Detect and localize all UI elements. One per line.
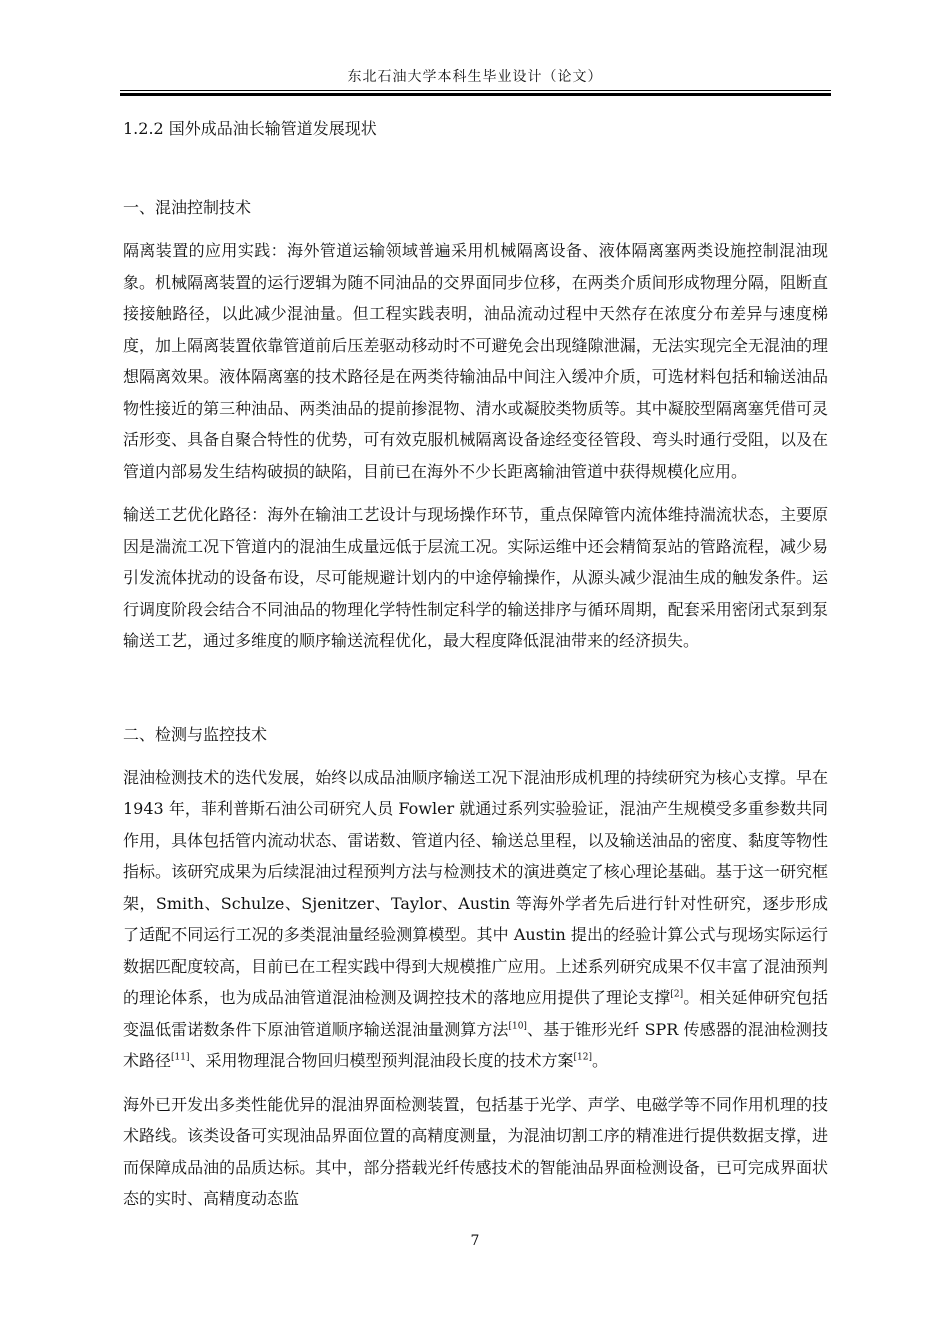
spacer (123, 224, 828, 235)
text-segment: 混油检测技术的迭代发展，始终以成品油顺序输送工况下混油形成机理的持续研究为核心支撑。早在 1943 年，菲利普斯石油公司研究人员 Fowler 就通过系列实验验证，混油产生规模受多重参数共同作用，具体包括管内流动状态、雷诺数、管道内径、输送总里程，以及输送油品的密度、黏度等物性指标。该研究成果为后续混油过程预判方法与检测技术的演进奠定了核心理论基础。基于这一研究框架，Smith、Schulze、Sjenitzer、Taylor、Austin 等海外学者先后进行针对性研究，逐步形成了适配不同运行工况的多类混油量经验测算模型。其中 Austin 提出的经验计算公式与现场实际运行数据匹配度较高，目前已在工程实践中得到大规模推广应用。上述系列研究成果不仅丰富了混油预判的理论体系，也为成品油管道混油检测及调控技术的落地应用提供了理论支撑 (123, 767, 828, 1007)
heading-detection-monitoring: 二、检测与监控技术 (123, 724, 268, 744)
citation-2: [2] (670, 989, 684, 1000)
spacer (123, 1077, 828, 1089)
citation-10: [10] (508, 1021, 527, 1032)
spacer (123, 145, 828, 192)
paragraph-isolation-devices: 隔离装置的应用实践：海外管道运输领域普遍采用机械隔离设备、液体隔离塞两类设施控制混油现象。机械隔离装置的运行逻辑为随不同油品的交界面同步位移，在两类介质间形成物理分隔，阻断直接接触路径，以此减少混油量。但工程实践表明，油品流动过程中天然存在浓度分布差异与速度梯度，加上隔离装置依靠管道前后压差驱动移动时不可避免会出现缝隙泄漏，无法实现完全无混油的理想隔离效果。液体隔离塞的技术路径是在两类待输油品中间注入缓冲介质，可选材料包括和输送油品物性接近的第三种油品、两类油品的提前掺混物、清水或凝胶类物质等。其中凝胶型隔离塞凭借可灵活形变、具备自聚合特性的优势，可有效克服机械隔离设备途经变径管段、弯头时通行受阻，以及在管道内部易发生结构破损的缺陷，目前已在海外不少长距离输油管道中获得规模化应用。 (123, 241, 828, 481)
citation-11: [11] (171, 1052, 190, 1063)
page-body (123, 113, 828, 1215)
paragraph-process-optimization: 输送工艺优化路径：海外在输油工艺设计与现场操作环节，重点保障管内流体维持湍流状态，主要原因是湍流工况下管道内的混油生成量远低于层流工况。实际运维中还会精简泵站的管路流程，减少易引发流体扰动的设备布设，尽可能规避计划内的中途停输操作，从源头减少混油生成的触发条件。运行调度阶段会结合不同油品的物理化学特性制定科学的输送排序与循环周期，配套采用密闭式泵到泵输送工艺，通过多维度的顺序输送流程优化，最大程度降低混油带来的经济损失。 (123, 505, 828, 650)
section-title: 1.2.2 国外成品油长输管道发展现状 (123, 119, 377, 138)
header-rule-thin (120, 90, 831, 91)
paragraph-interface-devices: 海外已开发出多类性能优异的混油界面检测装置，包括基于光学、声学、电磁学等不同作用机理的技术路线。该类设备可实现油品界面位置的高精度测量，为混油切割工序的精准进行提供数据支撑，进而保障成品油的品质达标。其中，部分搭载光纤传感技术的智能油品界面检测设备，已可完成界面状态的实时、高精度动态监 (123, 1094, 828, 1208)
page-number: 7 (470, 1233, 480, 1249)
text-segment: 。相关延伸研究包括变温低雷诺数条件下原油管道顺序输送混油量测算方法 (123, 988, 828, 1039)
spacer (123, 487, 828, 499)
spacer (123, 657, 828, 719)
citation-12: [12] (573, 1052, 592, 1063)
header-rule-thick (120, 93, 831, 96)
paragraph-detection-history (123, 762, 828, 1077)
text-segment: 、采用物理混合物回归模型预判混油段长度的技术方案 (189, 1051, 574, 1070)
text-segment: 。 (592, 1051, 609, 1070)
text-segment: 、基于锥形光纤 SPR 传感器的混油检测技术路径 (123, 1019, 828, 1070)
spacer (123, 751, 828, 762)
running-header: 东北石油大学本科生毕业设计（论文） (347, 69, 603, 85)
heading-mixing-control: 一、混油控制技术 (123, 198, 252, 217)
